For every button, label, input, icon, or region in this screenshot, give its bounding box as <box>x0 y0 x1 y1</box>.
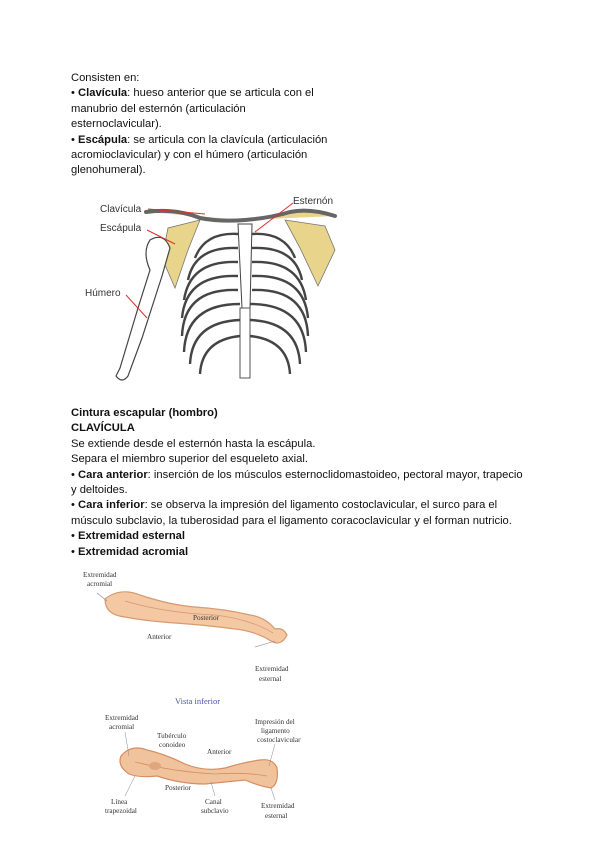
section-subtitle: CLAVÍCULA <box>71 422 135 435</box>
clavicle-figure-1 <box>75 565 335 690</box>
clavicle-figure-2 <box>95 692 335 827</box>
escapula-item: • Escápula: se articula con la clavícula (articulación <box>71 133 328 146</box>
fig3-canal-2: subclavio <box>201 807 229 815</box>
label-escapula: Escápula <box>100 223 142 234</box>
fig3-tuberculo-1: Tubérculo <box>157 732 187 740</box>
spine <box>240 308 250 378</box>
escapula-term: Escápula <box>78 133 128 146</box>
bullet-esternal: • Extremidad esternal <box>71 530 185 543</box>
clavicula-desc-2: manubrio del esternón (articulación <box>71 102 246 115</box>
shoulder-girdle-figure <box>80 188 350 398</box>
humerus <box>116 237 170 380</box>
fig3-impresion-3: costoclavicular <box>257 736 301 744</box>
fig3-esternal-2: esternal <box>265 812 288 820</box>
anterior-desc-2: y deltoides. <box>71 484 128 497</box>
fig3-impresion-2: ligamento <box>261 727 290 735</box>
inferior-term: Cara inferior <box>78 499 145 512</box>
label-clavicula: Clavícula <box>100 204 142 215</box>
section-line-2: Separa el miembro superior del esqueleto axial. <box>71 453 308 466</box>
fig3-caption: Vista inferior <box>175 696 221 706</box>
sternum <box>238 224 252 318</box>
fig3-acromial-1: Extremidad <box>105 714 139 722</box>
anterior-desc-1: : inserción de los músculos esternoclidomastoideo, pectoral mayor, trapecio <box>147 468 523 481</box>
fig3-linea-1: Línea <box>111 798 128 806</box>
label-humero: Húmero <box>85 288 121 299</box>
clavicle-left <box>146 211 245 221</box>
clavicula-desc-3: esternoclavicular). <box>71 118 162 131</box>
inferior-item: • Cara inferior: se observa la impresión del ligamento costoclavicular, el surco para el <box>71 499 498 512</box>
fig2-posterior: Posterior <box>193 614 219 622</box>
fig2-anterior: Anterior <box>147 633 172 641</box>
fig3-linea-2: trapezoidal <box>105 807 137 815</box>
anterior-term: Cara anterior <box>78 468 148 481</box>
fig2-esternal-1: Extremidad <box>255 665 289 673</box>
fig3-tuberculo-2: conoideo <box>159 741 186 749</box>
clavicle-bone-2 <box>120 748 277 788</box>
escapula-desc-2: acromioclavicular) y con el húmero (articulación <box>71 149 308 162</box>
fig2-acromial-2: acromial <box>87 580 113 588</box>
inferior-desc-2: músculo subclavio, la tuberosidad para el ligamento coracoclavicular y el forman nutricio. <box>71 514 512 527</box>
bullet-acromial: • Extremidad acromial <box>71 545 189 558</box>
fig3-anterior: Anterior <box>207 748 232 756</box>
anterior-item: • Cara anterior: inserción de los músculos esternoclidomastoideo, pectoral mayor, trapecio <box>71 468 523 481</box>
intro-block <box>71 71 327 179</box>
intro-heading: Consisten en: <box>71 72 140 84</box>
fig2-acromial-1: Extremidad <box>83 571 117 579</box>
escapula-desc-1: : se articula con la clavícula (articulación <box>127 133 328 146</box>
fig3-impresion-1: Impresión del <box>255 718 295 726</box>
fig3-canal-1: Canal <box>205 798 222 806</box>
fig2-esternal-2: esternal <box>259 675 282 683</box>
fig3-posterior: Posterior <box>165 784 191 792</box>
clavicle-right <box>245 211 335 220</box>
inferior-desc-1: : se observa la impresión del ligamento costoclavicular, el surco para el <box>144 499 498 512</box>
clavicula-term: Clavícula <box>78 87 128 100</box>
section-title: Cintura escapular (hombro) <box>71 407 218 419</box>
fig3-esternal-1: Extremidad <box>261 802 295 810</box>
label-esternon: Esternón <box>293 196 334 207</box>
section-line-1: Se extiende desde el esternón hasta la escápula. <box>71 437 316 450</box>
escapula-desc-3: glenohumeral). <box>71 164 146 177</box>
section-block <box>71 406 523 560</box>
clavicula-item: • Clavícula: hueso anterior que se articula con el <box>71 87 314 100</box>
fig3-acromial-2: acromial <box>109 723 135 731</box>
clavicula-desc-1: : hueso anterior que se articula con el <box>127 87 314 100</box>
